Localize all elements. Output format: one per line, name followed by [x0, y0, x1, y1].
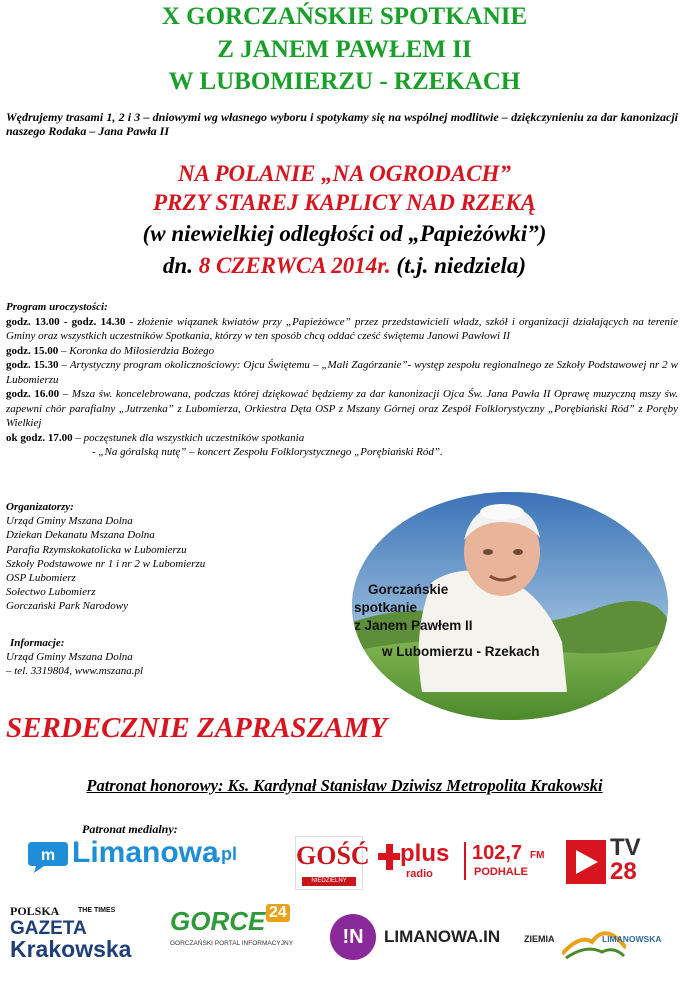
speech-bubble-icon: [26, 840, 70, 874]
tv28-number: 28: [610, 858, 637, 885]
gorce24-logo[interactable]: [170, 906, 302, 956]
place-line-1: NA POLANIE „NA OGRODACH”: [178, 161, 511, 186]
plus-sub: radio: [406, 868, 433, 880]
limanowa-in-name: LIMANOWA.IN: [384, 927, 501, 946]
caption-line-2: spotkanie: [354, 600, 418, 615]
date-prefix: dn.: [162, 253, 199, 278]
ziemia-line-2: LIMANOWSKA: [602, 934, 662, 944]
gorce-number: 24: [266, 904, 290, 922]
tv28-logo[interactable]: [566, 836, 652, 886]
plus-frequency: 102,7: [472, 842, 523, 864]
plus-cross-icon: [378, 844, 400, 870]
plus-radio-logo[interactable]: [378, 840, 550, 884]
organizer-item: Parafia Rzymskokatolicka w Lubomierzu: [6, 543, 187, 556]
title-line-2: Z JANEM PAWŁEM II: [217, 36, 472, 63]
ziemia-limanowska-logo[interactable]: [524, 914, 672, 964]
limanowa-pl-suffix: .pl: [216, 844, 237, 864]
program-desc: - złożenie wiązanek kwiatów przy „Papieżówce” przez przedstawicieli władz, szkół i organizacji działających na terenie Gminy oraz wszystkich uczestników Spotkania, którzy w ten sposób chcą oddać cześć świętemu Janowi Pawłowi II: [6, 315, 678, 342]
gosc-name: GOŚĆ: [296, 841, 370, 870]
program-item: [6, 358, 678, 387]
play-icon: [576, 850, 598, 874]
program-time: ok godz. 17.00: [6, 431, 73, 444]
program-heading: Program uroczystości:: [6, 301, 108, 313]
organizer-item: Sołectwo Lubomierz: [6, 586, 96, 599]
program-time: godz. 13.00 - godz. 14.30: [6, 315, 126, 328]
program-time: godz. 15.30: [6, 359, 59, 371]
organizers-heading: Organizatorzy:: [6, 501, 74, 513]
program-desc: – Koronka do Miłosierdzia Bożego: [58, 344, 215, 357]
media-patronage-heading: Patronat medialny:: [82, 822, 178, 836]
program-desc: – Artystyczny program okolicznościowy: Ojcu Świętemu – „Mali Zagórzanie”- występ zespołu regionalnego ze Szkoły Podstawowej nr 2 w Lubomierzu: [6, 359, 679, 386]
program-extra: - „Na góralską nutę” – koncert Zespołu Folklorystycznego „Porębiański Ród”.: [92, 446, 443, 458]
organizer-item: OSP Lubomierz: [6, 572, 76, 585]
invite-heading: SERDECZNIE ZAPRASZAMY: [6, 712, 388, 744]
caption-line-3: z Janem Pawłem II: [354, 618, 473, 633]
gosc-logo[interactable]: [295, 836, 370, 890]
program-item: [6, 387, 678, 431]
plus-region: PODHALE: [474, 866, 528, 878]
program-item: [6, 431, 678, 446]
gorce-name: GORCE: [170, 906, 266, 936]
program-section: [6, 300, 678, 460]
limanowa-in-icon: !N: [330, 914, 376, 960]
intro-text: Wędrujemy trasami 1, 2 i 3 – dniowymi wg własnego wyboru i spotykamy się na wspólnej modlitwie – dziękczynieniu za dar kanonizacji naszego Rodaka – Jana Pawła II: [6, 110, 678, 138]
caption-line-4: w Lubomierzu - Rzekach: [382, 644, 540, 659]
plus-divider: [464, 842, 466, 880]
ziemia-line-1: ZIEMIA: [524, 934, 555, 944]
tv28-name: TV: [610, 834, 641, 861]
gazeta-times: THE TIMES: [78, 907, 116, 914]
date-value: 8 CZERWCA 2014r.: [198, 253, 391, 278]
program-time: godz. 16.00: [6, 388, 60, 400]
organizers-section: [6, 500, 306, 614]
gazeta-krakowska: Krakowska: [10, 936, 132, 962]
event-date: [0, 252, 689, 279]
gazeta-polska: POLSKA: [10, 904, 60, 918]
organizer-item: Szkoły Podstawowe nr 1 i nr 2 w Lubomierzu: [6, 557, 206, 570]
plus-unit: FM: [530, 850, 545, 861]
program-item: [6, 344, 678, 359]
svg-text:m: m: [40, 847, 56, 864]
title-line-3: W LUBOMIERZU - RZEKACH: [168, 68, 521, 95]
gazeta-krakowska-logo[interactable]: [8, 904, 144, 966]
place-line-2: PRZY STAREJ KAPLICY NAD RZEKĄ: [153, 190, 536, 215]
info-heading: Informacje:: [10, 637, 65, 649]
program-time: godz. 15.00: [6, 344, 59, 357]
plus-name: plus: [400, 840, 450, 867]
gazeta-title: GAZETA: [10, 918, 87, 939]
gosc-sub: NIEDZIELNY: [302, 877, 356, 886]
program-desc: – Msza św. koncelebrowana, podczas której dziękować będziemy za dar kanonizacji Ojca Św. Jana Pawła II Oprawę muzyczną mszy św. zapewni chór parafialny „Jutrzenka” z Lubomierza, Orkiestra Dęta OSP z Mszany Górnej oraz Zespół Folklorystyczny „Porębiański Ród” z Poręby Wielkiej: [6, 388, 679, 429]
date-suffix: (t.j. niedziela): [390, 253, 527, 278]
info-contact[interactable]: – tel. 3319804, www.mszana.pl: [6, 665, 144, 678]
program-desc: – poczęstunek dla wszystkich uczestników spotkania: [72, 431, 305, 444]
limanowa-in-logo[interactable]: [330, 914, 506, 962]
program-item: [6, 315, 678, 344]
organizer-item: Gorczański Park Narodowy: [6, 600, 129, 613]
gorce-sub: GORCZAŃSKI PORTAL INFORMACYJNY: [170, 940, 294, 947]
honorary-patronage: Patronat honorowy: Ks. Kardynał Stanisław Dziwisz Metropolita Krakowski: [86, 776, 603, 795]
pope-photo: [352, 492, 668, 720]
place-line-3: (w niewielkiej odległości od „Papieżówki”): [142, 221, 547, 246]
limanowa-pl-name: Limanowa: [72, 836, 219, 869]
organizer-item: Dziekan Dekanatu Mszana Dolna: [6, 529, 155, 542]
limanowa-pl-logo[interactable]: [26, 838, 266, 874]
info-line: Urząd Gminy Mszana Dolna: [6, 651, 133, 664]
organizer-item: Urząd Gminy Mszana Dolna: [6, 515, 133, 528]
info-section: [6, 636, 306, 679]
caption-line-1: Gorczańskie: [368, 582, 449, 597]
title-line-1: X GORCZAŃSKIE SPOTKANIE: [161, 3, 528, 30]
